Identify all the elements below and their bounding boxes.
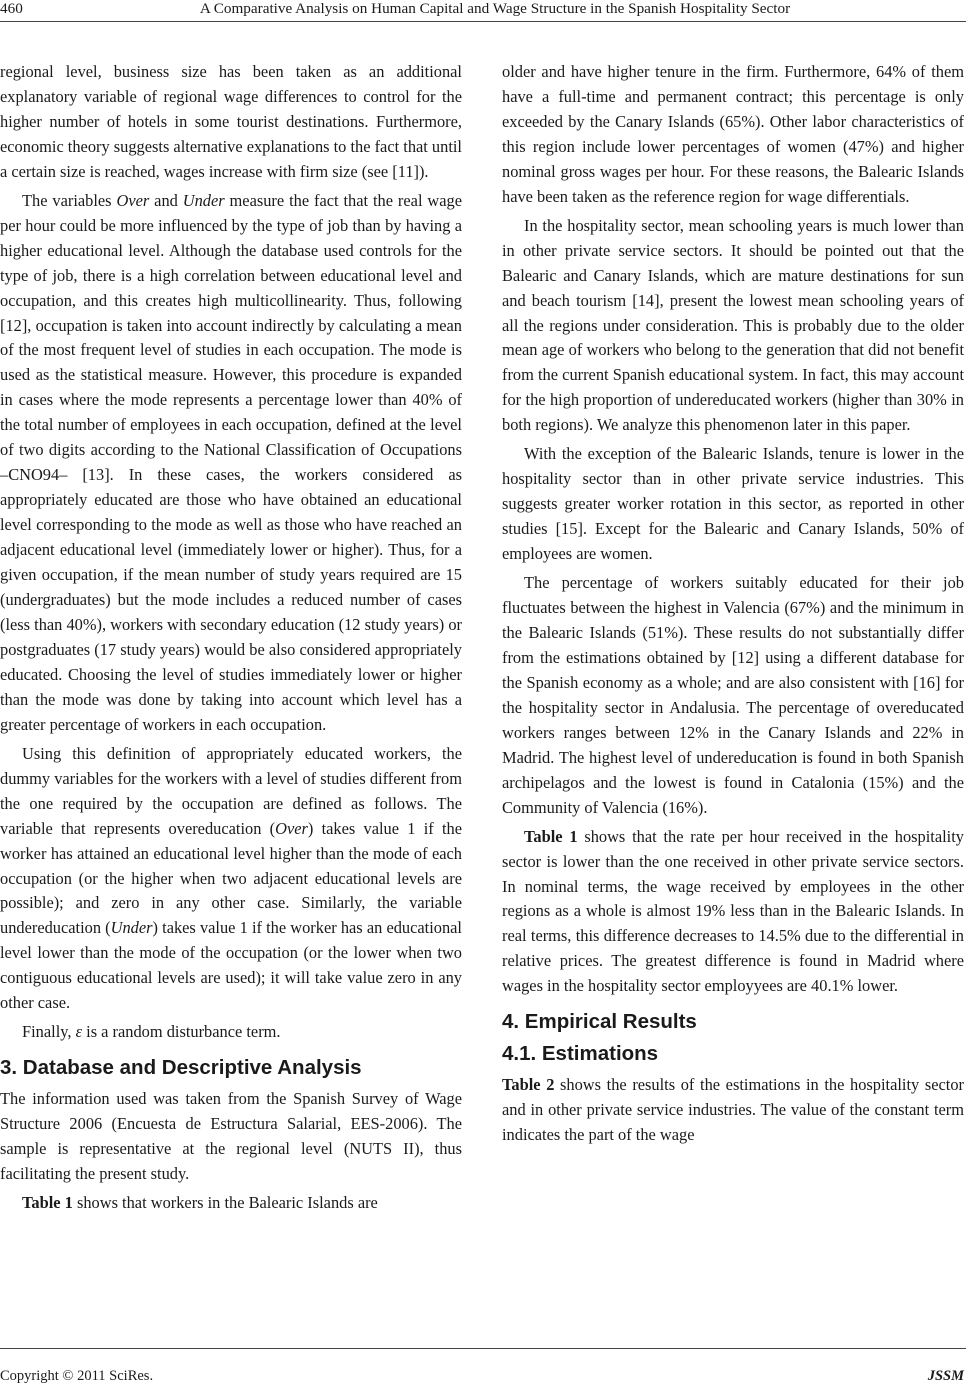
page-footer	[0, 1348, 966, 1384]
text-run: ) takes value 1 if the worker has an educational level lower than the mode of the occupation (or the lower when two contiguous educational levels are used); it will take value zero in any other case.	[0, 918, 462, 1013]
footer-rule	[0, 1348, 966, 1349]
text-run: measure the fact that the real wage per hour could be more influenced by the type of job than by having a higher educational level. Although the database used controls for the type of job, there is a high correlation between educational level and occupation, and this creates high multicollinearity. Thus, following [12], occupation is taken into account indirectly by calculating a mean of the most frequent level of studies in each occupation. The mode is used as the statistical measure. However, this procedure is expanded in cases where the mode represents a percentage lower than 40% of the total number of employees in each occupation, defined at the level of two digits according to the National Classification of Occupations –CNO94– [13]. In these cases, the workers considered as appropriately educated are those who have obtained an educational level corresponding to the mode as well as those who have reached an adjacent educational level (immediately lower or higher). Thus, for a given occupation, if the mean number of study years required are 15 (undergraduates) but the mode includes a reduced number of cases (less than 40%), workers with secondary education (12 study years) or postgraduates (17 study years) would be also considered appropriately educated. Choosing the level of studies immediately lower or higher than the mode was done by taking into account which level has a greater percentage of workers in each occupation.	[0, 190, 462, 734]
right-column	[502, 60, 964, 1148]
journal-name: JSSM	[927, 1368, 964, 1384]
symbol-epsilon: ε	[75, 1022, 83, 1042]
table-reference: Table 2	[502, 1075, 555, 1095]
text-run: Finally,	[22, 1022, 76, 1042]
subsection-heading: 4.1. Estimations	[502, 1042, 659, 1066]
page-header	[0, 0, 966, 24]
paragraph	[502, 1073, 964, 1148]
paragraph	[0, 189, 462, 738]
text-run: shows that the rate per hour received in the hospitality sector is lower than the one received in other private service sectors. In nominal terms, the wage received by employees in the other regions as a whole is almost 19% less than in the Balearic Islands. In real terms, this difference decreases to 14.5% due to the differential in relative prices. The greatest difference is found in Madrid where wages in the hospitality sector employyees are 40.1% lower.	[502, 826, 964, 996]
paragraph: With the exception of the Balearic Islands, tenure is lower in the hospitality sector than in other private service industries. This suggests greater worker rotation in this sector, as reported in other studies [15]. Except for the Balearic and Canary Islands, 50% of employees are women.	[502, 444, 964, 564]
text-run: The variables	[22, 190, 117, 210]
paragraph: The percentage of workers suitably educated for their job fluctuates between the highest in Valencia (67%) and the minimum in the Balearic Islands (51%). These results do not substantially differ from the estimations obtained by [12] using a different database for the Spanish economy as a whole; and are also consistent with [16] for the hospitality sector in Andalusia. The percentage of overeducated workers ranges between 12% in the Canary Islands and 22% in Madrid. The highest level of undereducation is found in both Spanish archipelagos and the lowest is found in Catalonia (15%) and the Community of Valencia (16%).	[502, 573, 964, 817]
left-column	[0, 60, 462, 1216]
copyright-notice: Copyright © 2011 SciRes.	[0, 1368, 154, 1384]
variable-under: Under	[110, 918, 153, 938]
running-title: A Comparative Analysis on Human Capital and Wage Structure in the Spanish Hospitality Sector	[199, 0, 791, 17]
page-number: 460	[0, 0, 23, 17]
table-reference: Table 1	[22, 1192, 73, 1212]
table-reference: Table 1	[524, 826, 578, 846]
text-run: Using this definition of appropriately educated workers, the dummy variables for the workers with a level of studies different from the one required by the occupation are defined as follows. The variable that represents overeducation (	[0, 743, 462, 838]
paragraph	[0, 1020, 462, 1045]
text-run: ) takes value 1 if the worker has attained an educational level higher than the mode of each occupation (or the higher when two adjacent educational levels are possible); and zero in any other case. Similarly, the variable undereducation (	[0, 818, 462, 938]
section-heading: 3. Database and Descriptive Analysis	[0, 1056, 362, 1080]
text-run: shows the results of the estimations in the hospitality sector and in other private service industries. The value of the constant term indicates the part of the wage	[502, 1075, 964, 1145]
text-run: and	[149, 190, 183, 210]
variable-over: Over	[116, 190, 150, 210]
paragraph: older and have higher tenure in the firm. Furthermore, 64% of them have a full-time and permanent contract; this percentage is only exceeded by the Canary Islands (65%). Other labor characteristics of this region include lower percentages of women (47%) and higher nominal gross wages per hour. For these reasons, the Balearic Islands have been taken as the reference region for wage differentials.	[502, 62, 964, 206]
text-run: is a random disturbance term.	[82, 1022, 281, 1042]
section-heading: 4. Empirical Results	[502, 1010, 697, 1034]
variable-over: Over	[275, 818, 308, 838]
paragraph: The information used was taken from the Spanish Survey of Wage Structure 2006 (Encuesta de Estructura Salarial, EES-2006). The sample is representative at the regional level (NUTS II), thus facilitating the present study.	[0, 1089, 462, 1184]
header-rule	[0, 21, 966, 22]
paragraph	[502, 825, 964, 1000]
variable-under: Under	[182, 190, 225, 210]
paragraph: regional level, business size has been taken as an additional explanatory variable of regional wage differences to control for the higher number of hotels in some tourist destinations. Furthermore, economic theory suggests alternative explanations to the fact that until a certain size is reached, wages increase with firm size (see [11]).	[0, 62, 462, 181]
paragraph	[0, 742, 462, 1016]
text-run: shows that workers in the Balearic Islands are	[72, 1192, 378, 1212]
paragraph: In the hospitality sector, mean schooling years is much lower than in other private service sectors. It should be pointed out that the Balearic and Canary Islands, which are mature destinations for sun and beach tourism [14], present the lowest mean schooling years of all the regions under consideration. This is probably due to the older mean age of workers who belong to the generation that did not benefit from the current Spanish educational system. In fact, this may account for the high proportion of undereducated workers (higher than 30% in both regions). We analyze this phenomenon later in this paper.	[502, 215, 964, 435]
paragraph	[0, 1191, 462, 1216]
